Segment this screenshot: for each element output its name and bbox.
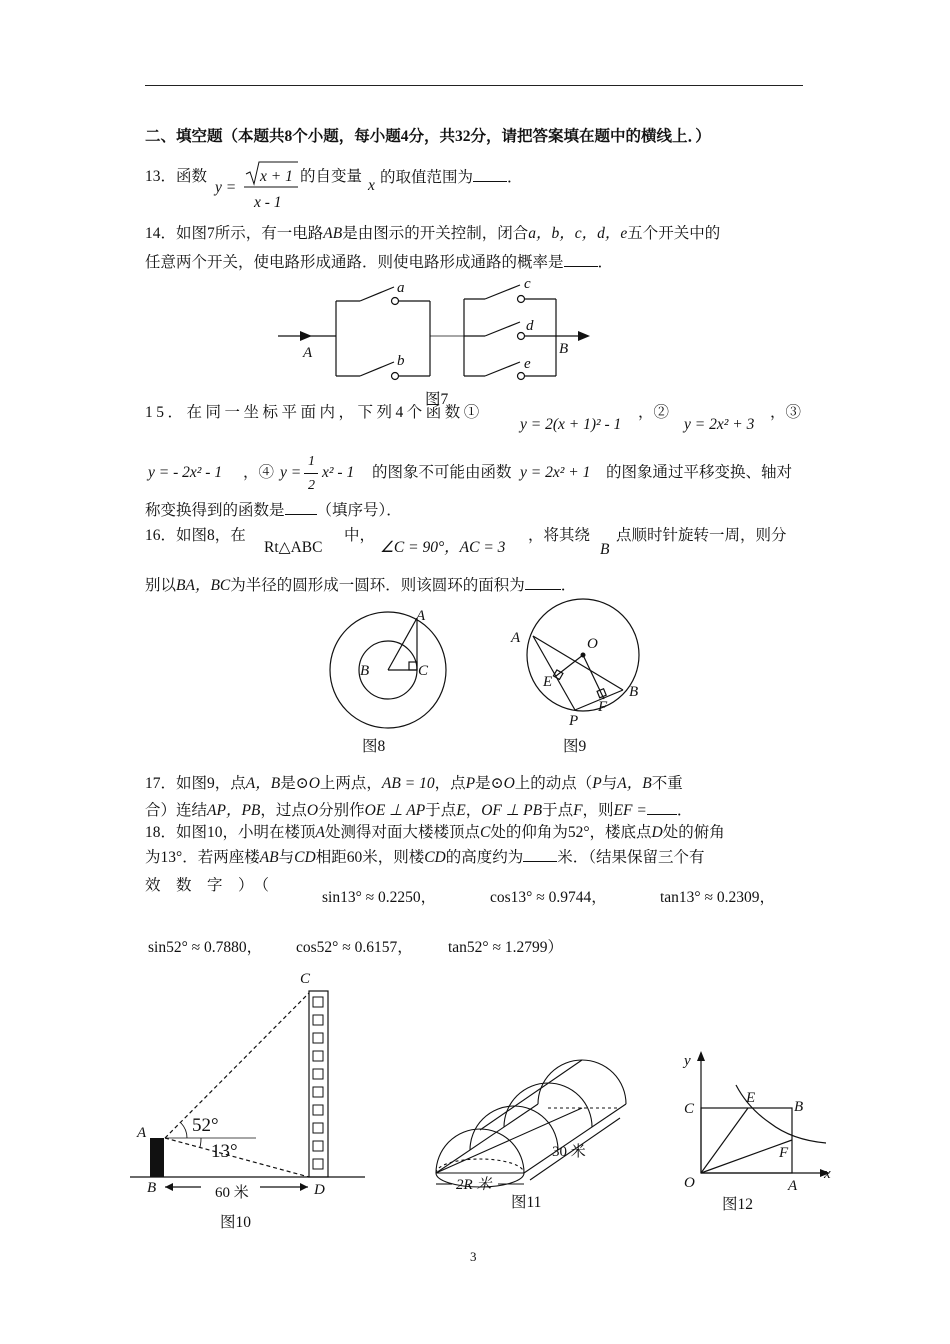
q18-blank[interactable]	[523, 847, 557, 862]
fig10-angle-13: 13°	[211, 1141, 238, 1162]
q18-cos13: cos13° ≈ 0.9744，	[490, 889, 607, 906]
q13-denominator: x - 1	[254, 194, 282, 211]
q17-line2: 合）连结AP，PB，过点O分别作OE ⊥ AP于点E，OF ⊥ PB于点F，则EF = ．	[145, 802, 693, 819]
q14-line1: 14．如图7所示，有一电路AB是由图示的开关控制，闭合a，b，c，d，e五个开关中的	[145, 225, 721, 242]
q14-line2: 任意两个开关，使电路形成通路．则使电路形成通路的概率是 ．	[145, 254, 614, 271]
q13-mid: 的自变量	[300, 168, 363, 185]
fig9-caption: 图9	[563, 738, 587, 755]
q13-func-lhs: y =	[215, 179, 237, 196]
fig10	[125, 965, 375, 1200]
fig12-label-x: x	[824, 1166, 831, 1182]
fig11-width: 2R 米	[456, 1177, 492, 1193]
fig8-label-A: A	[416, 608, 426, 624]
q18-line1: 18．如图10，小明在楼顶A处测得对面大楼楼顶点C处的仰角为52°，楼底点D处的俯角	[145, 824, 725, 841]
fig12-label-C: C	[684, 1101, 695, 1117]
fig7-label-c: c	[524, 276, 531, 292]
fig7-label-a: a	[397, 280, 405, 296]
fig9-label-A: A	[511, 630, 521, 646]
fig8-caption: 图8	[362, 738, 386, 755]
q13-blank[interactable]	[473, 167, 507, 182]
fig11-len: 30 米	[552, 1144, 586, 1160]
q16-line1: 16．如图8，在	[145, 527, 246, 544]
q18-sin13: sin13° ≈ 0.2250，	[322, 889, 437, 906]
fig7-label-d: d	[526, 318, 534, 334]
q15-f5: y = 2x² + 1	[520, 464, 591, 481]
fig7-caption: 图7	[425, 391, 449, 408]
fig9-label-P: P	[569, 713, 579, 729]
q15-line2a: 的图象不可能由函数	[372, 464, 512, 481]
fig11-caption: 图11	[511, 1194, 542, 1211]
fig8-label-B: B	[360, 663, 370, 679]
q16-tri: Rt△ABC	[264, 539, 323, 556]
q15-f3: y = - 2x² - 1	[148, 464, 223, 481]
fig10-label-C: C	[300, 971, 311, 987]
section-heading: 二、填空题（本题共8个小题，每小题4分，共32分，请把答案填在题中的横线上．）	[145, 128, 711, 145]
fig9-label-E: E	[543, 674, 553, 690]
q15-c4: ，④	[243, 464, 275, 481]
fig7-circuit	[270, 275, 600, 405]
q15-f1: y = 2(x + 1)² - 1	[520, 416, 622, 433]
q16-mid: 中，	[344, 527, 376, 544]
fig9-label-B: B	[629, 684, 639, 700]
q15-blank[interactable]	[285, 500, 317, 515]
q16-angle: ∠C = 90°，AC = 3	[380, 539, 506, 556]
q15-line1: 15．在同一坐标平面内，下列4个函数①	[145, 404, 483, 421]
fig7-label-b: b	[397, 353, 405, 369]
fig8	[318, 600, 458, 740]
fig12-label-B: B	[794, 1099, 804, 1115]
q16-line1b: ，将其绕	[528, 527, 591, 544]
q15-line3: 称变换得到的函数是 （填序号）．	[145, 502, 402, 519]
fig10-label-A: A	[137, 1125, 147, 1141]
q16-line2: 别以BA，BC为半径的圆形成一圆环．则该圆环的面积为 ．	[145, 577, 577, 594]
q15-f4-lhs: y =	[280, 464, 302, 481]
header-rule	[145, 85, 803, 86]
q15-line2b: 的图象通过平移变换、轴对	[606, 464, 793, 481]
fig12-label-A: A	[788, 1178, 798, 1194]
q18-tan13: tan13° ≈ 0.2309，	[660, 889, 776, 906]
fig7-label-A: A	[303, 345, 313, 361]
q15-f4-rhs: x² - 1	[322, 464, 355, 481]
page-number: 3	[470, 1249, 477, 1264]
q13-var: x	[368, 177, 375, 194]
fig7-label-e: e	[524, 356, 531, 372]
fig12-label-y: y	[684, 1053, 691, 1069]
q18-line2: 为13°．若两座楼AB与CD相距60米，则楼CD的高度约为 米．（结果保留三个有	[145, 849, 705, 866]
q15-f2: y = 2x² + 3	[684, 416, 755, 433]
q13-numerator: x + 1	[260, 168, 293, 185]
fig12-caption: 图12	[722, 1196, 754, 1213]
q18-line3a: 效 数 字 ） （	[145, 877, 270, 894]
fig10-dist: 60 米	[215, 1185, 249, 1201]
fig10-angle-52: 52°	[192, 1115, 219, 1136]
fig9-label-F: F	[598, 699, 608, 715]
q15-f4-den: 2	[308, 478, 315, 493]
q13-number: 13．函数	[145, 168, 208, 185]
fig9	[505, 598, 655, 728]
fig7-label-B: B	[559, 341, 569, 357]
q17-line1: 17．如图9，点A，B是⊙O上两点，AB = 10，点P是⊙O上的动点（P与A，B不重	[145, 775, 683, 792]
fig12	[670, 1045, 840, 1195]
fig10-caption: 图10	[220, 1214, 252, 1231]
fig8-label-C: C	[418, 663, 429, 679]
q13-post: 的取值范围为 ．	[380, 169, 523, 186]
q18-tan52: tan52° ≈ 1.2799）	[448, 939, 564, 956]
fig12-label-O: O	[684, 1175, 695, 1191]
fig10-label-D: D	[314, 1182, 325, 1198]
q15-c3: ，③	[770, 404, 802, 421]
q18-sin52: sin52° ≈ 0.7880，	[148, 939, 263, 956]
q15-f4-bar	[304, 473, 318, 474]
q15-f4-num: 1	[308, 454, 315, 469]
fig10-label-B: B	[147, 1180, 157, 1196]
q16-B: B	[600, 541, 610, 558]
q17-blank[interactable]	[647, 800, 677, 815]
q16-line1c: 点顺时针旋转一周，则分	[616, 527, 787, 544]
q14-blank[interactable]	[564, 252, 598, 267]
fig12-label-E: E	[746, 1090, 756, 1106]
fig12-label-F: F	[779, 1145, 789, 1161]
fig9-label-O: O	[587, 636, 598, 652]
q15-c2: ，②	[638, 404, 670, 421]
q18-cos52: cos52° ≈ 0.6157，	[296, 939, 413, 956]
q16-blank[interactable]	[525, 575, 561, 590]
fig11	[430, 1068, 630, 1193]
